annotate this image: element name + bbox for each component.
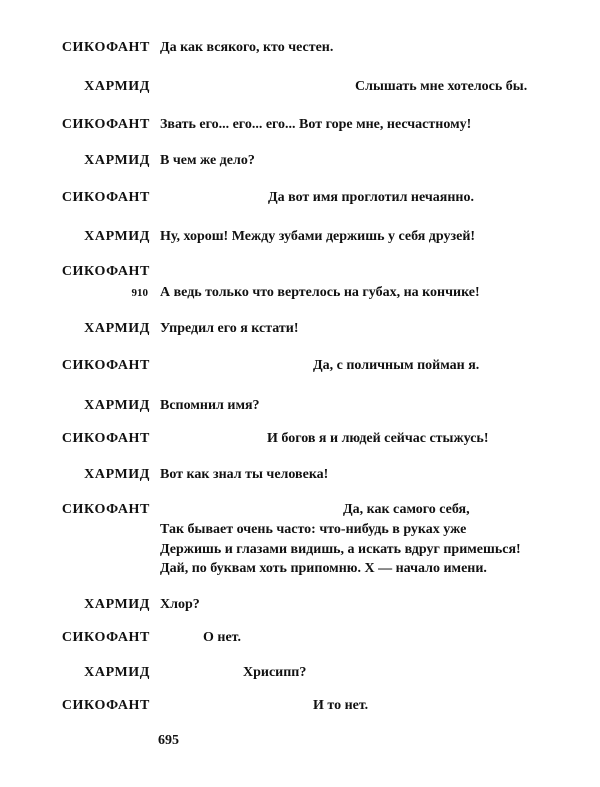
speaker-charmides: ХАРМИД (84, 153, 150, 168)
verse-line: Так бывает очень часто: что-нибудь в руках уже (160, 522, 467, 537)
speaker-sykophant: СИКОФАНТ (61, 358, 150, 373)
verse-line: Да, как самого себя, (343, 502, 470, 517)
verse-line: И то нет. (313, 698, 369, 713)
speaker-sykophant: СИКОФАНТ (61, 117, 150, 132)
speaker-charmides: ХАРМИД (84, 665, 150, 680)
speaker-sykophant: СИКОФАНТ (61, 431, 150, 446)
speaker-charmides: ХАРМИД (84, 398, 150, 413)
speaker-sykophant: СИКОФАНТ (61, 190, 150, 205)
speaker-charmides: ХАРМИД (84, 467, 150, 482)
verse-line: И богов я и людей сейчас стыжусь! (267, 431, 489, 446)
verse-line: Да, с поличным пойман я. (313, 358, 480, 373)
speaker-sykophant: СИКОФАНТ (61, 698, 150, 713)
speaker-charmides: ХАРМИД (84, 321, 150, 336)
verse-line: А ведь только что вертелось на губах, на кончике! (160, 285, 480, 300)
verse-line: Да вот имя проглотил нечаянно. (268, 190, 474, 205)
verse-line: Ну, хорош! Между зубами держишь у себя друзей! (160, 229, 476, 244)
speaker-charmides: ХАРМИД (84, 229, 150, 244)
speaker-sykophant: СИКОФАНТ (61, 502, 150, 517)
verse-line: Звать его... его... его... Вот горе мне, несчастному! (160, 117, 472, 132)
verse-line: В чем же дело? (160, 153, 255, 168)
speaker-sykophant: СИКОФАНТ (61, 40, 150, 55)
verse-line: Вспомнил имя? (160, 398, 260, 413)
verse-line: Да как всякого, кто честен. (160, 40, 334, 55)
verse-line: Хрисипп? (243, 665, 307, 680)
page-number: 695 (158, 733, 179, 748)
verse-line: Слышать мне хотелось бы. (355, 79, 528, 94)
verse-line: О нет. (203, 630, 241, 645)
verse-line: Упредил его я кстати! (160, 321, 299, 336)
verse-line: Хлор? (160, 597, 200, 612)
speaker-sykophant: СИКОФАНТ (61, 630, 150, 645)
verse-line: Держишь и глазами видишь, а искать вдруг примешься! (160, 542, 521, 557)
line-number: 910 (131, 287, 148, 299)
speaker-charmides: ХАРМИД (84, 79, 150, 94)
verse-line: Дай, по буквам хоть припомню. Х — начало имени. (160, 561, 487, 576)
verse-line: Вот как знал ты человека! (160, 467, 329, 482)
speaker-charmides: ХАРМИД (84, 597, 150, 612)
speaker-sykophant: СИКОФАНТ (61, 264, 150, 279)
